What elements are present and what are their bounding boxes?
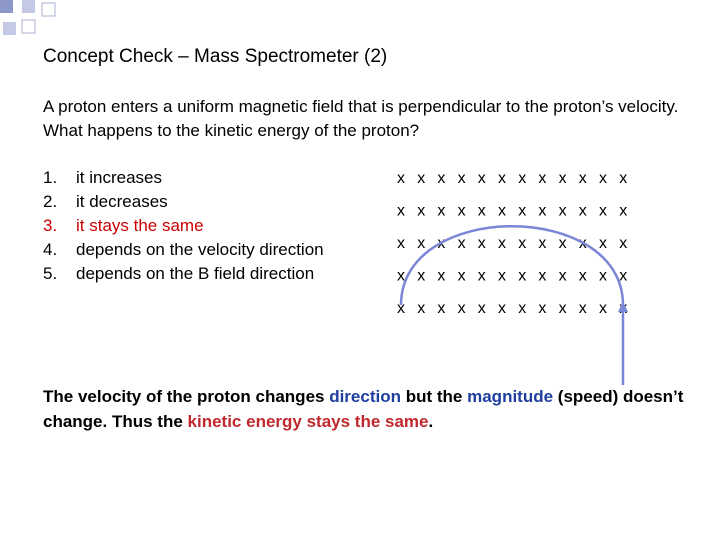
field-symbol: x <box>417 202 426 220</box>
explanation-part: The velocity of the proton changes <box>43 387 330 406</box>
field-symbol: x <box>599 235 607 252</box>
option-number: 1. <box>43 168 58 187</box>
field-symbol: x <box>599 300 607 317</box>
option-text: it decreases <box>76 192 168 211</box>
explanation-part: . <box>428 412 434 431</box>
field-symbol: x <box>578 170 587 187</box>
magnetic-field-diagram <box>380 160 660 400</box>
field-symbol: x <box>558 300 567 317</box>
field-symbol: x <box>498 235 506 252</box>
explanation-part: but the <box>401 387 468 406</box>
field-symbol: x <box>498 170 506 187</box>
field-symbol: x <box>578 235 587 252</box>
field-symbol: x <box>397 170 405 187</box>
decor-square <box>3 22 16 35</box>
highlight-magnitude: magnitude <box>467 387 554 406</box>
field-symbol: x <box>538 170 547 187</box>
field-symbol: x <box>437 170 446 187</box>
option-text: it increases <box>76 168 162 187</box>
corner-decoration <box>0 0 70 45</box>
field-symbol: x <box>518 235 527 252</box>
highlight-kinetic-energy: kinetic energy stays the same <box>187 412 429 431</box>
field-symbol: x <box>498 267 506 285</box>
option-3-correct <box>43 214 324 238</box>
field-symbol: x <box>477 300 486 317</box>
field-symbol: x <box>397 300 405 317</box>
option-5 <box>43 262 324 286</box>
field-symbol: x <box>518 300 527 317</box>
option-text: depends on the B field direction <box>76 264 315 283</box>
field-symbol: x <box>417 267 426 285</box>
field-symbol: x <box>538 235 547 252</box>
option-1 <box>43 166 324 190</box>
field-symbol: x <box>397 267 405 285</box>
field-symbol: x <box>619 235 628 252</box>
field-symbol: x <box>417 300 426 317</box>
field-symbol: x <box>417 235 426 252</box>
field-symbol: x <box>457 267 466 285</box>
field-symbol: x <box>477 202 486 220</box>
field-symbol: x <box>437 300 446 317</box>
field-symbol: x <box>578 202 587 220</box>
decor-square <box>22 0 35 13</box>
field-symbol: x <box>437 267 446 285</box>
field-x-grid <box>397 170 627 317</box>
field-symbol: x <box>599 170 607 187</box>
option-number: 5. <box>43 264 58 283</box>
field-symbol: x <box>477 235 486 252</box>
field-symbol: x <box>397 202 405 220</box>
field-symbol: x <box>477 267 486 285</box>
field-symbol: x <box>457 202 466 220</box>
field-symbol: x <box>538 267 547 285</box>
option-2 <box>43 190 324 214</box>
field-symbol: x <box>457 170 466 187</box>
field-symbol: x <box>538 202 547 220</box>
highlight-direction: direction <box>329 387 401 406</box>
option-number: 2. <box>43 192 58 211</box>
field-symbol: x <box>518 267 527 285</box>
field-symbol: x <box>457 300 466 317</box>
field-symbol: x <box>599 267 607 285</box>
field-symbol: x <box>397 235 405 252</box>
decor-square <box>42 3 55 16</box>
option-text: it stays the same <box>76 216 204 235</box>
option-4 <box>43 238 324 262</box>
option-text: depends on the velocity direction <box>76 240 324 259</box>
field-symbol: x <box>498 300 506 317</box>
field-symbol: x <box>578 300 587 317</box>
field-symbol: x <box>619 267 628 285</box>
field-symbol: x <box>558 202 567 220</box>
field-symbol: x <box>477 170 486 187</box>
field-symbol: x <box>538 300 547 317</box>
field-symbol: x <box>518 202 527 220</box>
field-symbol: x <box>558 170 567 187</box>
field-symbol: x <box>437 202 446 220</box>
field-symbol: x <box>518 170 527 187</box>
answer-options <box>43 166 324 286</box>
field-symbol: x <box>457 235 466 252</box>
slide-title: Concept Check – Mass Spectrometer (2) <box>43 46 388 67</box>
field-symbol: x <box>578 267 587 285</box>
field-symbol: x <box>558 267 567 285</box>
field-symbol: x <box>558 235 567 252</box>
field-symbol: x <box>599 202 607 220</box>
explanation-text <box>43 384 693 434</box>
decor-square <box>0 0 13 13</box>
question-text: A proton enters a uniform magnetic field that is perpendicular to the proton’s velocity. What happens to the kinetic energy of the proton? <box>43 97 679 140</box>
explanation-part: (speed) doesn’t change. Thus the <box>43 387 684 431</box>
field-symbol: x <box>619 170 628 187</box>
option-number: 3. <box>43 216 58 235</box>
field-symbol: x <box>619 202 628 220</box>
proton-path <box>401 226 623 385</box>
field-symbol: x <box>417 170 426 187</box>
field-symbol: x <box>498 202 506 220</box>
field-symbol: x <box>437 235 446 252</box>
decor-square <box>22 20 35 33</box>
option-number: 4. <box>43 240 58 259</box>
